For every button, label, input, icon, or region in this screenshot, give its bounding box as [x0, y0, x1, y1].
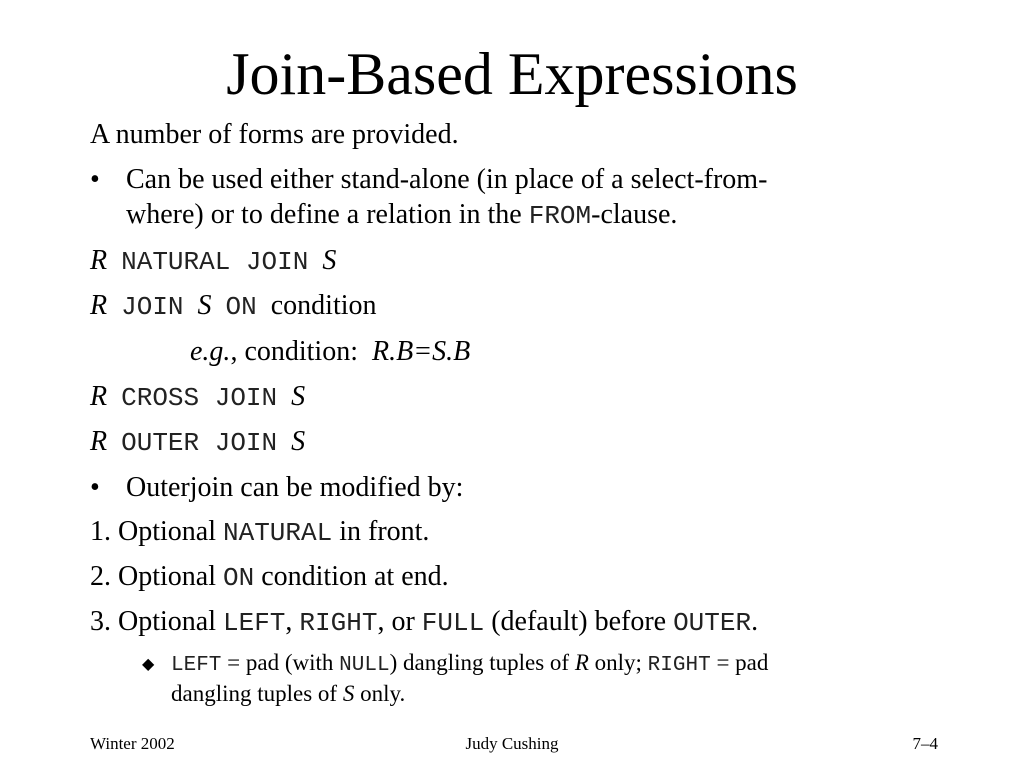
relation-s: S	[291, 426, 306, 457]
on-keyword: ON	[223, 563, 255, 593]
sub-bullet-line-1	[171, 648, 768, 681]
item-3-middle: (default) before	[484, 606, 674, 637]
join-keyword: JOIN	[121, 292, 184, 322]
bullet-1-line-1: Can be used either stand-alone (in place of a select-from-	[126, 164, 768, 195]
natural-keyword: NATURAL	[223, 518, 333, 548]
relation-r: R	[90, 426, 108, 457]
full-keyword: FULL	[421, 608, 485, 638]
numbered-item-1	[90, 515, 429, 550]
relation-s: S	[291, 381, 306, 412]
item-3-end: .	[751, 606, 759, 637]
right-keyword: RIGHT	[299, 608, 378, 638]
outer-join-form	[90, 425, 305, 460]
separator: , or	[377, 606, 422, 637]
footer-page-number: 7–4	[912, 734, 938, 753]
example-condition-label: , condition:	[230, 336, 358, 367]
item-3-prefix: 3. Optional	[90, 606, 223, 637]
relation-r: R	[90, 290, 108, 321]
relation-s: S	[197, 290, 212, 321]
null-keyword: NULL	[339, 654, 390, 677]
left-keyword: LEFT	[171, 654, 222, 677]
item-1-prefix: 1. Optional	[90, 516, 223, 547]
item-2-suffix: condition at end.	[254, 561, 449, 592]
slide-title: Join-Based Expressions	[226, 41, 798, 107]
example-expression: R.B=S.B	[371, 336, 471, 367]
bullet-1-line-2-suffix: -clause.	[591, 199, 678, 230]
relation-r: R	[90, 245, 108, 276]
sub-bullet-text: only.	[354, 681, 406, 706]
sub-bullet-text: dangling tuples of	[171, 681, 343, 706]
bullet-1-line-2	[126, 198, 677, 233]
natural-join-form	[90, 244, 336, 279]
join-on-form	[90, 289, 377, 324]
right-keyword: RIGHT	[647, 654, 711, 677]
cross-join-form	[90, 380, 305, 415]
numbered-item-2	[90, 560, 449, 595]
bullet-marker-1: •	[90, 164, 100, 195]
sub-bullet-text: only;	[588, 650, 648, 675]
outer-join-keyword: OUTER JOIN	[121, 428, 278, 458]
bullet-marker-2: •	[90, 472, 100, 503]
footer-date: Winter 2002	[90, 734, 175, 753]
diamond-bullet-icon: ◆	[142, 656, 155, 673]
separator: ,	[285, 606, 300, 637]
on-keyword: ON	[225, 292, 257, 322]
relation-s: S	[342, 681, 355, 706]
relation-r: R	[574, 650, 589, 675]
bullet-1-line-2-text: where) or to define a relation in the	[126, 199, 529, 230]
numbered-item-3	[90, 605, 758, 640]
outer-keyword: OUTER	[673, 608, 752, 638]
bullet-2-text: Outerjoin can be modified by:	[126, 472, 464, 503]
cross-join-keyword: CROSS JOIN	[121, 383, 278, 413]
condition-label: condition	[270, 290, 377, 321]
left-keyword: LEFT	[223, 608, 286, 638]
item-1-suffix: in front.	[332, 516, 430, 547]
sub-bullet-text: = pad (with	[221, 650, 340, 675]
relation-s: S	[322, 245, 337, 276]
relation-r: R	[90, 381, 108, 412]
natural-join-keyword: NATURAL JOIN	[121, 247, 309, 277]
intro-text: A number of forms are provided.	[90, 119, 459, 150]
sub-bullet-line-2	[171, 679, 405, 709]
sub-bullet-text: ) dangling tuples of	[389, 650, 575, 675]
footer-author: Judy Cushing	[465, 734, 559, 753]
item-2-prefix: 2. Optional	[90, 561, 223, 592]
sub-bullet-text: = pad	[710, 650, 769, 675]
from-keyword: FROM	[528, 201, 592, 231]
join-example	[190, 335, 470, 369]
eg-label: e.g.	[190, 336, 231, 367]
